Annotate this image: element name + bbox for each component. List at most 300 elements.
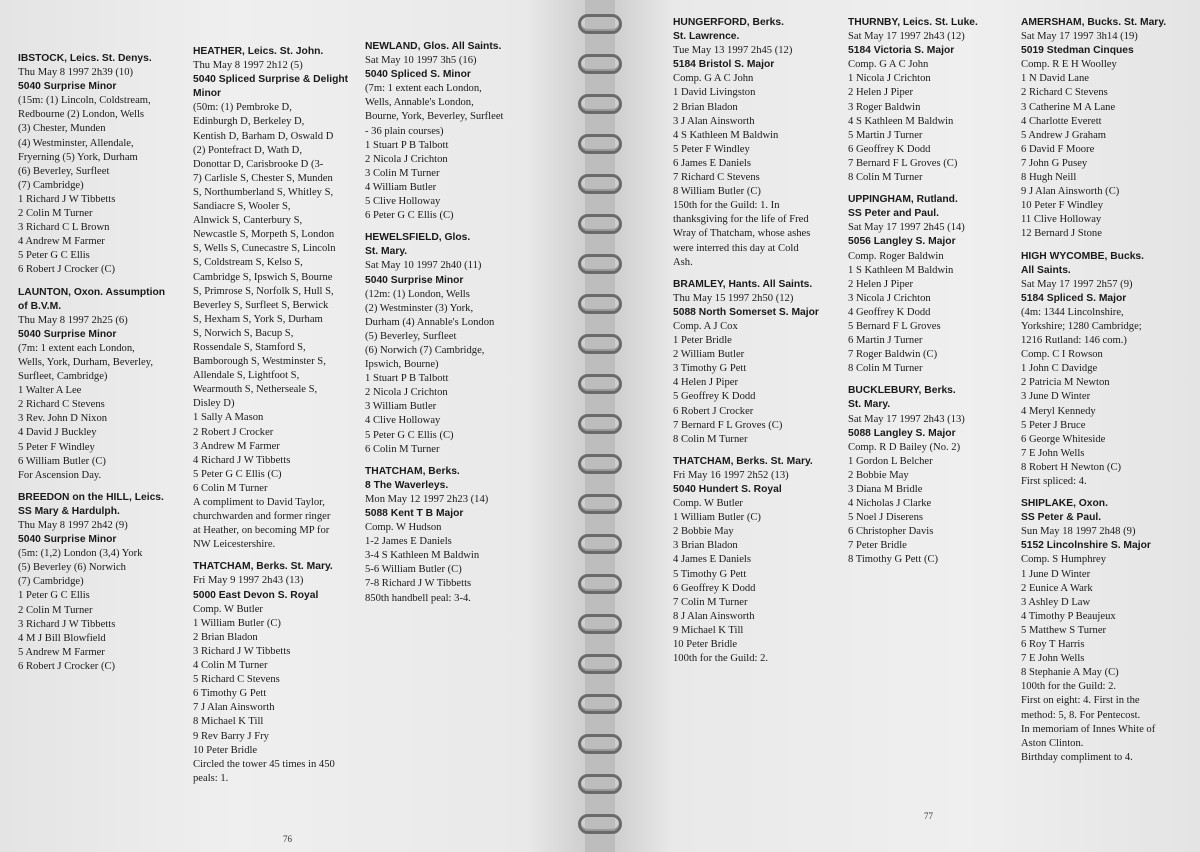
peal-line: 4 Richard J W Tibbetts (193, 454, 291, 466)
peal-line: 5-6 William Butler (C) (365, 564, 462, 576)
peal-line: 1 Stuart P B Talbott (365, 373, 449, 385)
peal-line: (7m: 1 extent each London, (18, 342, 135, 354)
peal-line: 5 Peter G C Ellis (C) (193, 468, 282, 480)
peal-line: S, Northumberland S, Whitley S, (193, 186, 334, 198)
peal-line: 3 Catherine M A Lane (1021, 101, 1116, 113)
peal-date: Sat May 17 1997 2h43 (13) (848, 413, 965, 425)
peal-line: (12m: (1) London, Wells (365, 288, 470, 300)
peal-heading: UPPINGHAM, Rutland. (848, 194, 958, 206)
peal-date: Sat May 17 1997 3h14 (19) (1021, 31, 1138, 43)
peal-line: 4 Clive Holloway (365, 415, 441, 427)
peal-line: method: 5, 8. For Pentecost. (1021, 709, 1141, 721)
peal-line: 4 Colin M Turner (193, 660, 268, 672)
binding-ring (578, 454, 622, 474)
peal-line: 8 Stephanie A May (C) (1021, 667, 1119, 679)
peal-line: Bamborough S, Westminster S, (193, 356, 326, 368)
peal-heading: SHIPLAKE, Oxon. (1021, 498, 1108, 510)
peal-line: 10 Peter Bridle (193, 744, 258, 756)
peal-line: 4 David J Buckley (18, 427, 97, 439)
peal-line: 1216 Rutland: 146 com.) (1021, 335, 1127, 347)
peal-line: 5 Andrew M Farmer (18, 646, 105, 658)
peal-heading: SS Peter and Paul. (848, 208, 939, 220)
peal-line: 1 Gordon L Belcher (848, 455, 933, 467)
peal-line: 6 David F Moore (1021, 143, 1095, 155)
peal-line: Comp. W Butler (193, 603, 263, 615)
peal-line: (5) Beverley (6) Norwich (18, 562, 126, 574)
peal-line: 7 E John Wells (1021, 447, 1085, 459)
peal-line: 2 Patricia M Newton (1021, 377, 1110, 389)
binding-ring (578, 614, 622, 634)
peal-line: 1 William Butler (C) (193, 617, 281, 629)
peal-line: Wray of Thatcham, whose ashes (673, 228, 811, 240)
peal-line: 10 Peter F Windley (1021, 200, 1104, 212)
peal-method: 5040 Surprise Minor (365, 274, 464, 286)
peal-line: 2 Bobbie May (673, 526, 734, 538)
peal-heading: NEWLAND, Glos. All Saints. (365, 41, 502, 52)
peal-heading: LAUNTON, Oxon. Assumption (18, 286, 166, 298)
peal-line: 2 Helen J Piper (848, 278, 914, 290)
peal-entry (848, 384, 1018, 567)
peal-line: Donottar D, Carisbrooke D (3- (193, 158, 324, 170)
peal-line: 3 Roger Baldwin (848, 101, 921, 113)
peal-line: (50m: (1) Pembroke D, (193, 102, 292, 114)
peal-line: First spliced: 4. (1021, 476, 1087, 487)
peal-line: 1 Peter G C Ellis (18, 590, 90, 602)
peal-heading: HUNGERFORD, Berks. (673, 17, 784, 28)
peal-line: 4 S Kathleen M Baldwin (848, 115, 954, 127)
peal-line: (3) Chester, Munden (18, 123, 106, 135)
peal-line: 2 Nicola J Crichton (365, 153, 448, 165)
peal-method: Minor (193, 88, 222, 100)
peal-date: Mon May 12 1997 2h23 (14) (365, 493, 489, 505)
column-3 (365, 40, 540, 614)
peal-entry (193, 45, 368, 552)
peal-line: Comp. R E H Woolley (1021, 59, 1117, 71)
peal-line: 3 Andrew M Farmer (193, 440, 280, 452)
peal-line: 6 James E Daniels (673, 157, 751, 169)
peal-line: 2 Nicola J Crichton (365, 387, 448, 399)
peal-line: 5 Richard C Stevens (193, 674, 280, 686)
peal-line: 2 Brian Bladon (193, 631, 258, 643)
peal-line: 5 Andrew J Graham (1021, 129, 1107, 141)
peal-line: 4 Geoffrey K Dodd (848, 306, 931, 318)
peal-line: 4 M J Bill Blowfield (18, 632, 106, 644)
peal-line: 4 Charlotte Everett (1021, 115, 1102, 127)
peal-line: 100th for the Guild: 2. (673, 653, 769, 665)
peal-date: Sat May 17 1997 2h43 (12) (848, 31, 965, 43)
peal-line: (2) Pontefract D, Wath D, (193, 144, 302, 156)
peal-line: 2 Colin M Turner (18, 604, 93, 616)
peal-line: Aston Clinton. (1021, 737, 1084, 749)
peal-line: (4m: 1344 Lincolnshire, (1021, 306, 1124, 318)
peal-heading: 8 The Waverleys. (365, 479, 449, 491)
peal-date: Tue May 13 1997 2h45 (12) (673, 45, 793, 57)
peal-heading: HIGH WYCOMBE, Bucks. (1021, 250, 1145, 262)
peal-entry (673, 455, 845, 666)
peal-line: 5 Timothy G Pett (673, 568, 747, 580)
binding-ring (578, 214, 622, 234)
peal-line: Comp. Roger Baldwin (848, 250, 944, 262)
binding-ring (578, 334, 622, 354)
peal-line: (7m: 1 extent each London, (365, 83, 482, 95)
peal-line: 4 Helen J Piper (673, 377, 739, 389)
peal-method: 5000 East Devon S. Royal (193, 589, 319, 601)
peal-line: thanksgiving for the life of Fred (673, 214, 809, 226)
peal-line: 1 N David Lane (1021, 73, 1089, 85)
peal-line: 7 Bernard F L Groves (C) (673, 419, 783, 431)
peal-line: 4 Timothy P Beaujeux (1021, 610, 1116, 622)
peal-line: 2 Richard C Stevens (18, 399, 105, 411)
peal-line: 2 Colin M Turner (18, 208, 93, 220)
peal-line: S, Hexham S, York S, Durham (193, 313, 323, 325)
peal-heading: THATCHAM, Berks. (365, 465, 460, 477)
peal-date: Sat May 17 1997 2h57 (9) (1021, 278, 1133, 290)
peal-line: 6 Peter G C Ellis (C) (365, 210, 454, 222)
peal-line: Bourne, York, Beverley, Surfleet (365, 111, 504, 123)
peal-heading: THATCHAM, Berks. St. Mary. (673, 455, 813, 467)
peal-line: 2 William Butler (673, 349, 745, 361)
peal-line: 5 Peter G C Ellis (C) (365, 429, 454, 441)
peal-line: 6 Colin M Turner (365, 443, 440, 455)
peal-line: 5 Peter F Windley (18, 441, 95, 453)
peal-entry (18, 52, 190, 278)
peal-line: Wells, York, Durham, Beverley, (18, 356, 153, 368)
peal-date: Thu May 8 1997 2h25 (6) (18, 314, 128, 326)
peal-line: 4 Meryl Kennedy (1021, 405, 1096, 417)
peal-line: 8 Colin M Turner (848, 363, 923, 375)
binding-ring (578, 254, 622, 274)
peal-heading: SS Peter & Paul. (1021, 512, 1102, 524)
peal-method: 5040 Spliced S. Minor (365, 69, 471, 81)
peal-line: (5) Beverley, Surfleet (365, 330, 457, 342)
peal-method: 5088 Langley S. Major (848, 427, 956, 439)
peal-line: 3 Colin M Turner (365, 167, 440, 179)
peal-heading: BRAMLEY, Hants. All Saints. (673, 278, 813, 290)
page-number-right: 77 (924, 811, 933, 821)
binding-ring (578, 134, 622, 154)
peal-line: S, Wells S, Cunecastre S, Lincoln (193, 243, 336, 255)
peal-heading: HEWELSFIELD, Glos. (365, 232, 471, 244)
peal-line: 3 June D Winter (1021, 391, 1091, 403)
peal-line: 6 Geoffrey K Dodd (848, 143, 931, 155)
column-5 (848, 16, 1018, 576)
peal-line: 2 Eunice A Wark (1021, 582, 1093, 594)
peal-line: Kentish D, Barham D, Oswald D (193, 130, 334, 142)
peal-line: 6 Robert J Crocker (C) (18, 660, 116, 672)
peal-heading: BREEDON on the HILL, Leics. (18, 491, 164, 503)
binding-ring (578, 294, 622, 314)
peal-entry (1021, 250, 1196, 490)
peal-line: A compliment to David Taylor, (193, 497, 325, 508)
peal-line: 7 Peter Bridle (848, 540, 907, 552)
peal-line: 1 David Livingston (673, 87, 756, 99)
peal-line: Birthday compliment to 4. (1021, 751, 1133, 763)
peal-line: 1 Nicola J Crichton (848, 73, 931, 85)
peal-line: churchwarden and former ringer (193, 511, 331, 523)
peal-method: 5184 Victoria S. Major (848, 45, 955, 57)
peal-line: 5 Martin J Turner (848, 129, 923, 141)
peal-line: 6 Robert J Crocker (C) (18, 264, 116, 276)
peal-line: 10 Peter Bridle (673, 639, 738, 651)
peal-line: 1 William Butler (C) (673, 512, 761, 524)
peal-line: 2 Robert J Crocker (193, 426, 274, 438)
peal-line: 9 J Alan Ainsworth (C) (1021, 186, 1120, 198)
peal-line: 100th for the Guild: 2. (1021, 681, 1117, 693)
peal-line: 7 E John Wells (1021, 653, 1085, 665)
peal-line: 5 Matthew S Turner (1021, 624, 1107, 636)
peal-line: (7) Cambridge) (18, 576, 84, 588)
peal-date: Sun May 18 1997 2h48 (9) (1021, 526, 1136, 538)
peal-line: 1 Peter Bridle (673, 335, 732, 347)
peal-line: NW Leicestershire. (193, 539, 276, 551)
peal-line: 6 Geoffrey K Dodd (673, 582, 756, 594)
peal-date: Sat May 17 1997 2h45 (14) (848, 222, 965, 234)
peal-date: Sat May 10 1997 3h5 (16) (365, 55, 477, 67)
peal-line: S, Coldstream S, Kelso S, (193, 257, 303, 269)
peal-line: 4 Nicholas J Clarke (848, 498, 932, 510)
peal-line: 1 S Kathleen M Baldwin (848, 264, 954, 276)
peal-method: 5040 Surprise Minor (18, 534, 117, 546)
peal-line: 3-4 S Kathleen M Baldwin (365, 550, 480, 562)
peal-date: Fri May 16 1997 2h52 (13) (673, 469, 789, 481)
column-2 (193, 45, 368, 794)
binding-ring (578, 94, 622, 114)
peal-line: 3 Ashley D Law (1021, 596, 1091, 608)
binding-ring (578, 734, 622, 754)
peal-line: Comp. W Hudson (365, 522, 442, 534)
peal-line: 6 Colin M Turner (193, 482, 268, 494)
peal-line: 4 James E Daniels (673, 554, 751, 566)
peal-line: 7 J Alan Ainsworth (193, 702, 275, 714)
peal-line: In memoriam of Innes White of (1021, 723, 1156, 735)
peal-line: 1 Walter A Lee (18, 385, 82, 397)
peal-line: were interred this day at Cold (673, 242, 799, 254)
peal-line: - 36 plain courses) (365, 125, 444, 137)
peal-line: 7) Carlisle S, Chester S, Munden (193, 172, 333, 184)
peal-line: Comp. G A C John (848, 59, 929, 71)
peal-line: 1 Sally A Mason (193, 412, 264, 424)
peal-line: Cambridge S, Ipswich S, Bourne (193, 271, 333, 283)
peal-line: Sandiacre S, Wooler S, (193, 201, 291, 213)
peal-line: 8 Colin M Turner (848, 172, 923, 184)
peal-line: 3 Timothy G Pett (673, 363, 747, 375)
peal-entry (365, 231, 540, 457)
peal-line: 7 Bernard F L Groves (C) (848, 157, 958, 169)
peal-line: Alnwick S, Canterbury S, (193, 215, 303, 227)
peal-line: 5 Geoffrey K Dodd (673, 391, 756, 403)
peal-heading: St. Mary. (365, 246, 408, 258)
peal-line: Allendale S, Lightfoot S, (193, 370, 300, 382)
binding-ring (578, 174, 622, 194)
peal-line: 3 Richard J W Tibbetts (18, 618, 116, 630)
peal-entry (18, 286, 190, 483)
peal-line: S, Primrose S, Norfolk S, Hull S, (193, 285, 334, 297)
binding-ring (578, 774, 622, 794)
binding-ring (578, 14, 622, 34)
binding-ring (578, 814, 622, 834)
binding-ring (578, 374, 622, 394)
peal-method: 5184 Spliced S. Major (1021, 292, 1127, 304)
peal-entry (365, 465, 540, 606)
peal-entry (365, 40, 540, 223)
peal-line: Redbourne (2) London, Wells (18, 109, 145, 121)
peal-line: 2 Bobbie May (848, 469, 909, 481)
peal-line: Surfleet, Cambridge) (18, 371, 108, 383)
peal-line: 4 William Butler (365, 181, 437, 193)
peal-line: 1 John C Davidge (1021, 363, 1098, 375)
binding-ring (578, 534, 622, 554)
peal-line: at Heather, on becoming MP for (193, 525, 330, 537)
peal-heading: AMERSHAM, Bucks. St. Mary. (1021, 17, 1167, 28)
peal-entry (848, 193, 1018, 376)
peal-line: Comp. C I Rowson (1021, 349, 1103, 361)
peal-line: Yorkshire; 1280 Cambridge; (1021, 320, 1142, 332)
peal-line: 9 Michael K Till (673, 624, 744, 636)
peal-line: 3 J Alan Ainsworth (673, 115, 755, 127)
column-1 (18, 52, 190, 682)
peal-date: Fri May 9 1997 2h43 (13) (193, 575, 304, 587)
peal-line: 8 Timothy G Pett (C) (848, 554, 939, 566)
peal-line: 6 Timothy G Pett (193, 688, 267, 700)
peal-line: 3 Brian Bladon (673, 540, 738, 552)
peal-date: Thu May 15 1997 2h50 (12) (673, 292, 794, 304)
peal-line: Disley D) (193, 398, 235, 410)
peal-line: 11 Clive Holloway (1021, 214, 1102, 226)
peal-line: S, Norwich S, Bacup S, (193, 327, 294, 339)
peal-line: Newcastle S, Morpeth S, London (193, 229, 335, 241)
peal-line: 5 Clive Holloway (365, 196, 441, 208)
peal-line: 3 Richard J W Tibbetts (193, 645, 291, 657)
column-4 (673, 16, 845, 674)
peal-heading: of B.V.M. (18, 300, 62, 312)
peal-line: 3 Diana M Bridle (848, 484, 923, 495)
peal-line: 2 Helen J Piper (848, 87, 914, 99)
peal-line: Comp. W Butler (673, 498, 743, 510)
peal-entry (1021, 497, 1196, 765)
peal-heading: THATCHAM, Berks. St. Mary. (193, 561, 333, 573)
binding-ring (578, 654, 622, 674)
binding-ring (578, 574, 622, 594)
peal-line: 7 Colin M Turner (673, 596, 748, 608)
peal-method: 5040 Surprise Minor (18, 328, 117, 340)
peal-method: 5019 Stedman Cinques (1021, 45, 1134, 57)
peal-line: 8 Colin M Turner (673, 433, 748, 445)
peal-line: (5m: (1,2) London (3,4) York (18, 548, 143, 560)
peal-method: 5056 Langley S. Major (848, 236, 956, 248)
peal-line: For Ascension Day. (18, 469, 102, 481)
peal-entry (848, 16, 1018, 185)
peal-line: Comp. A J Cox (673, 320, 738, 332)
peal-line: 1-2 James E Daniels (365, 536, 452, 548)
peal-line: (6) Beverley, Surfleet (18, 165, 110, 177)
peal-line: Ash. (673, 256, 693, 268)
peal-entry (673, 278, 845, 447)
peal-line: 7 Roger Baldwin (C) (848, 349, 938, 361)
peal-line: 4 Andrew M Farmer (18, 236, 105, 248)
peal-date: Thu May 8 1997 2h39 (10) (18, 67, 134, 79)
peal-heading: BUCKLEBURY, Berks. (848, 385, 956, 397)
peal-heading: St. Lawrence. (673, 31, 740, 43)
column-6 (1021, 16, 1196, 773)
peal-line: 7 John G Pusey (1021, 157, 1088, 169)
peal-line: peals: 1. (193, 772, 229, 784)
peal-method: 5184 Bristol S. Major (673, 59, 775, 71)
page-number-left: 76 (283, 834, 292, 844)
binding-ring (578, 494, 622, 514)
peal-heading: SS Mary & Hardulph. (18, 505, 120, 517)
peal-line: 6 Christopher Davis (848, 526, 934, 538)
peal-entry (193, 560, 368, 786)
peal-line: 8 Robert H Newton (C) (1021, 461, 1122, 473)
peal-line: 8 Michael K Till (193, 716, 264, 728)
binding-ring (578, 414, 622, 434)
peal-line: (15m: (1) Lincoln, Coldstream, (18, 95, 151, 107)
peal-line: 6 Robert J Crocker (673, 405, 754, 417)
binding-ring (578, 694, 622, 714)
peal-line: 6 Martin J Turner (848, 335, 923, 347)
peal-method: 5088 North Somerset S. Major (673, 306, 819, 318)
peal-method: 5040 Hundert S. Royal (673, 484, 782, 495)
peal-date: Sat May 10 1997 2h40 (11) (365, 260, 482, 272)
peal-line: 3 Rev. John D Nixon (18, 413, 108, 425)
peal-line: Comp. R D Bailey (No. 2) (848, 441, 961, 453)
peal-entry (18, 491, 190, 674)
peal-line: 6 Roy T Harris (1021, 639, 1085, 651)
peal-heading: HEATHER, Leics. St. John. (193, 46, 324, 57)
peal-line: 1 Richard J W Tibbetts (18, 193, 116, 205)
peal-line: 8 William Butler (C) (673, 186, 761, 198)
peal-line: Comp. S Humphrey (1021, 554, 1107, 566)
peal-line: 850th handbell peal: 3-4. (365, 592, 471, 604)
peal-line: (6) Norwich (7) Cambridge, (365, 344, 485, 356)
peal-line: 5 Peter F Windley (673, 143, 750, 155)
peal-line: (7) Cambridge) (18, 179, 84, 191)
peal-heading: St. Mary. (848, 399, 891, 411)
peal-line: 1 Stuart P B Talbott (365, 139, 449, 151)
peal-line: Beverley S, Surfleet S, Berwick (193, 299, 329, 311)
peal-line: (2) Westminster (3) York, (365, 302, 474, 314)
peal-line: Comp. G A C John (673, 73, 754, 85)
peal-line: 7-8 Richard J W Tibbetts (365, 578, 472, 590)
peal-line: 5 Peter G C Ellis (18, 250, 90, 262)
peal-line: 5 Noel J Diserens (848, 512, 924, 524)
peal-method: 5040 Spliced Surprise & Delight (193, 74, 349, 86)
peal-line: Wells, Annable's London, (365, 97, 474, 109)
peal-entry (673, 16, 845, 270)
peal-date: Thu May 8 1997 2h12 (5) (193, 60, 303, 72)
peal-method: 5152 Lincolnshire S. Major (1021, 540, 1151, 552)
peal-line: 7 Richard C Stevens (673, 172, 760, 184)
peal-line: 9 Rev Barry J Fry (193, 730, 269, 742)
peal-line: Circled the tower 45 times in 450 (193, 758, 335, 770)
peal-line: Ipswich, Bourne) (365, 359, 439, 371)
peal-line: 3 Nicola J Crichton (848, 292, 931, 304)
peal-line: 150th for the Guild: 1. In (673, 200, 780, 212)
peal-line: 3 Richard C L Brown (18, 222, 110, 234)
peal-line: 5 Peter J Bruce (1021, 419, 1086, 431)
peal-line: (4) Westminster, Allendale, (18, 137, 134, 149)
peal-entry (1021, 16, 1196, 242)
peal-line: Fryerning (5) York, Durham (18, 151, 138, 163)
peal-heading: THURNBY, Leics. St. Luke. (848, 17, 978, 28)
peal-line: 4 S Kathleen M Baldwin (673, 129, 779, 141)
peal-line: 2 Brian Bladon (673, 101, 738, 113)
peal-line: 8 Hugh Neill (1021, 172, 1077, 184)
peal-line: Rossendale S, Stamford S, (193, 341, 306, 353)
peal-line: 12 Bernard J Stone (1021, 228, 1102, 240)
peal-line: Edinburgh D, Berkeley D, (193, 116, 305, 128)
peal-method: 5088 Kent T B Major (365, 508, 464, 519)
